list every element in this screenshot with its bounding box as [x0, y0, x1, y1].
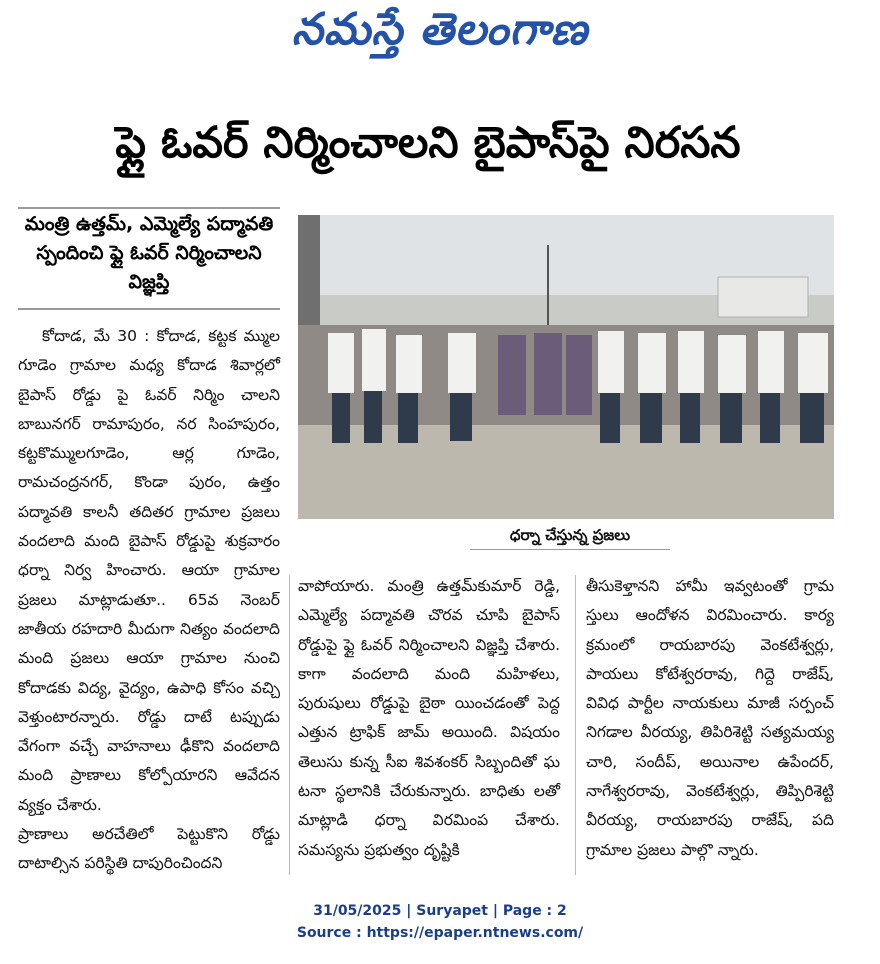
- subhead-bottom-rule: [18, 308, 280, 310]
- article-paragraph: తీసుకెళ్తానని హామీ ఇవ్వటంతో గ్రామ స్తులు ఆందోళన విరమించారు. కార్య క్రమంలో రాయబారపు వెంకటేశ్వర్లు, పాయలు కోటేశ్వరరావు, గిద్దె రాజేష్, వివిధ పార్టీల నాయకులు మాజీ సర్పంచ్ నిగడాల వీరయ్య, తిపిరిశెట్టి సత్యమయ్య చారి, సందీప్, అయినాల ఉపేందర్, నాగేశ్వరరావు, వెంకటేశ్వర్లు, తిప్పిరిశెట్టి వీరయ్య, రాయబారపు రాజేష్, పది గ్రామాల ప్రజలు పాల్గొ న్నారు.: [586, 577, 834, 859]
- column-divider: [575, 575, 576, 875]
- footer-date-edition: 31/05/2025 | Suryapet | Page : 2: [313, 903, 567, 919]
- subheadline: మంత్రి ఉత్తమ్, ఎమ్మెల్యే పద్మావతి స్పందించి ఫ్లై ఓవర్ నిర్మించాలని విజ్ఞప్తి: [24, 213, 274, 293]
- article-column-3: [586, 572, 834, 865]
- subhead-top-rule: [18, 207, 280, 209]
- article-column-2: [298, 572, 560, 865]
- footer-source-link[interactable]: Source : https://epaper.ntnews.com/: [296, 925, 584, 941]
- protest-photo-illustration: [298, 215, 834, 519]
- article-paragraph: ప్రాణాలు అరచేతిలో పెట్టుకొని రోడ్డు దాటాల్సిన పరిస్థితి దాపురించిందని: [18, 825, 280, 873]
- masthead-logo: నమస్తే తెలంగాణ: [291, 4, 589, 55]
- column-divider: [289, 575, 290, 875]
- photo-caption: ధర్నా చేస్తున్న ప్రజలు: [509, 526, 631, 544]
- news-photo: [298, 215, 834, 519]
- article-paragraph: వాపోయారు. మంత్రి ఉత్తమ్‌కుమార్ రెడ్డి, ఎమ్మెల్యే పద్మావతి చొరవ చూపి బైపాస్ రోడ్డుపై ఫ్లై ఓవర్ నిర్మించాలని విజ్ఞప్తి చేశారు. కాగా వందలాది మంది మహిళలు, పురుషులు రోడ్డుపై బైఠా యించడంతో పెద్ద ఎత్తున ట్రాఫిక్ జామ్ అయింది. విషయం తెలుసు కున్న సీఐ శివశంకర్ సిబ్బందితో ఘ టనా స్థలానికి చేరుకున్నారు. బాధితు లతో మాట్లాడి ధర్నా విరమింప చేశారు. సమస్యను ప్రభుత్వం దృష్టికి: [298, 577, 560, 859]
- page-footer: [0, 900, 880, 944]
- article-column-1: [18, 322, 280, 879]
- caption-rule: [470, 549, 670, 550]
- article-paragraph: కోదాడ, మే 30 : కోదాడ, కట్టక మ్ముల గూడెం గ్రామాల మధ్య కోదాడ శివార్లలో బైపాస్ రోడ్డు పై ఓవర్ నిర్మిం చాలని బాబునగర్ రామాపురం, నర సింహపురం, కట్టకొమ్ములగూడెం, ఆర్ల గూడెం, రామచంద్రనగర్, కొండా పురం, ఉత్తం పద్మావతి కాలనీ తదితర గ్రామాల ప్రజలు వందలాది మంది బైపాస్ రోడ్డుపై శుక్రవారం ధర్నా నిర్వ హించారు. ఆయా గ్రామాల ప్రజలు మాట్లాడుతూ.. 65వ నెంబర్ జాతీయ రహదారి మీదుగా నిత్యం వందలాది మంది ప్రజలు ఆయా గ్రామాల నుంచి కోదాడకు విద్య, వైద్యం, ఉపాధి కోసం వచ్చి వెళ్తుంటారన్నారు. రోడ్డు దాటే టప్పుడు వేగంగా వచ్చే వాహనాలు ఢీకొని వందలాది మంది ప్రాణాలు కోల్పోయారని ఆవేదన వ్యక్తం చేశారు.: [18, 327, 280, 814]
- headline: ఫ్లై ఓవర్ నిర్మించాలని బైపాస్‌పై నిరసన: [115, 118, 741, 168]
